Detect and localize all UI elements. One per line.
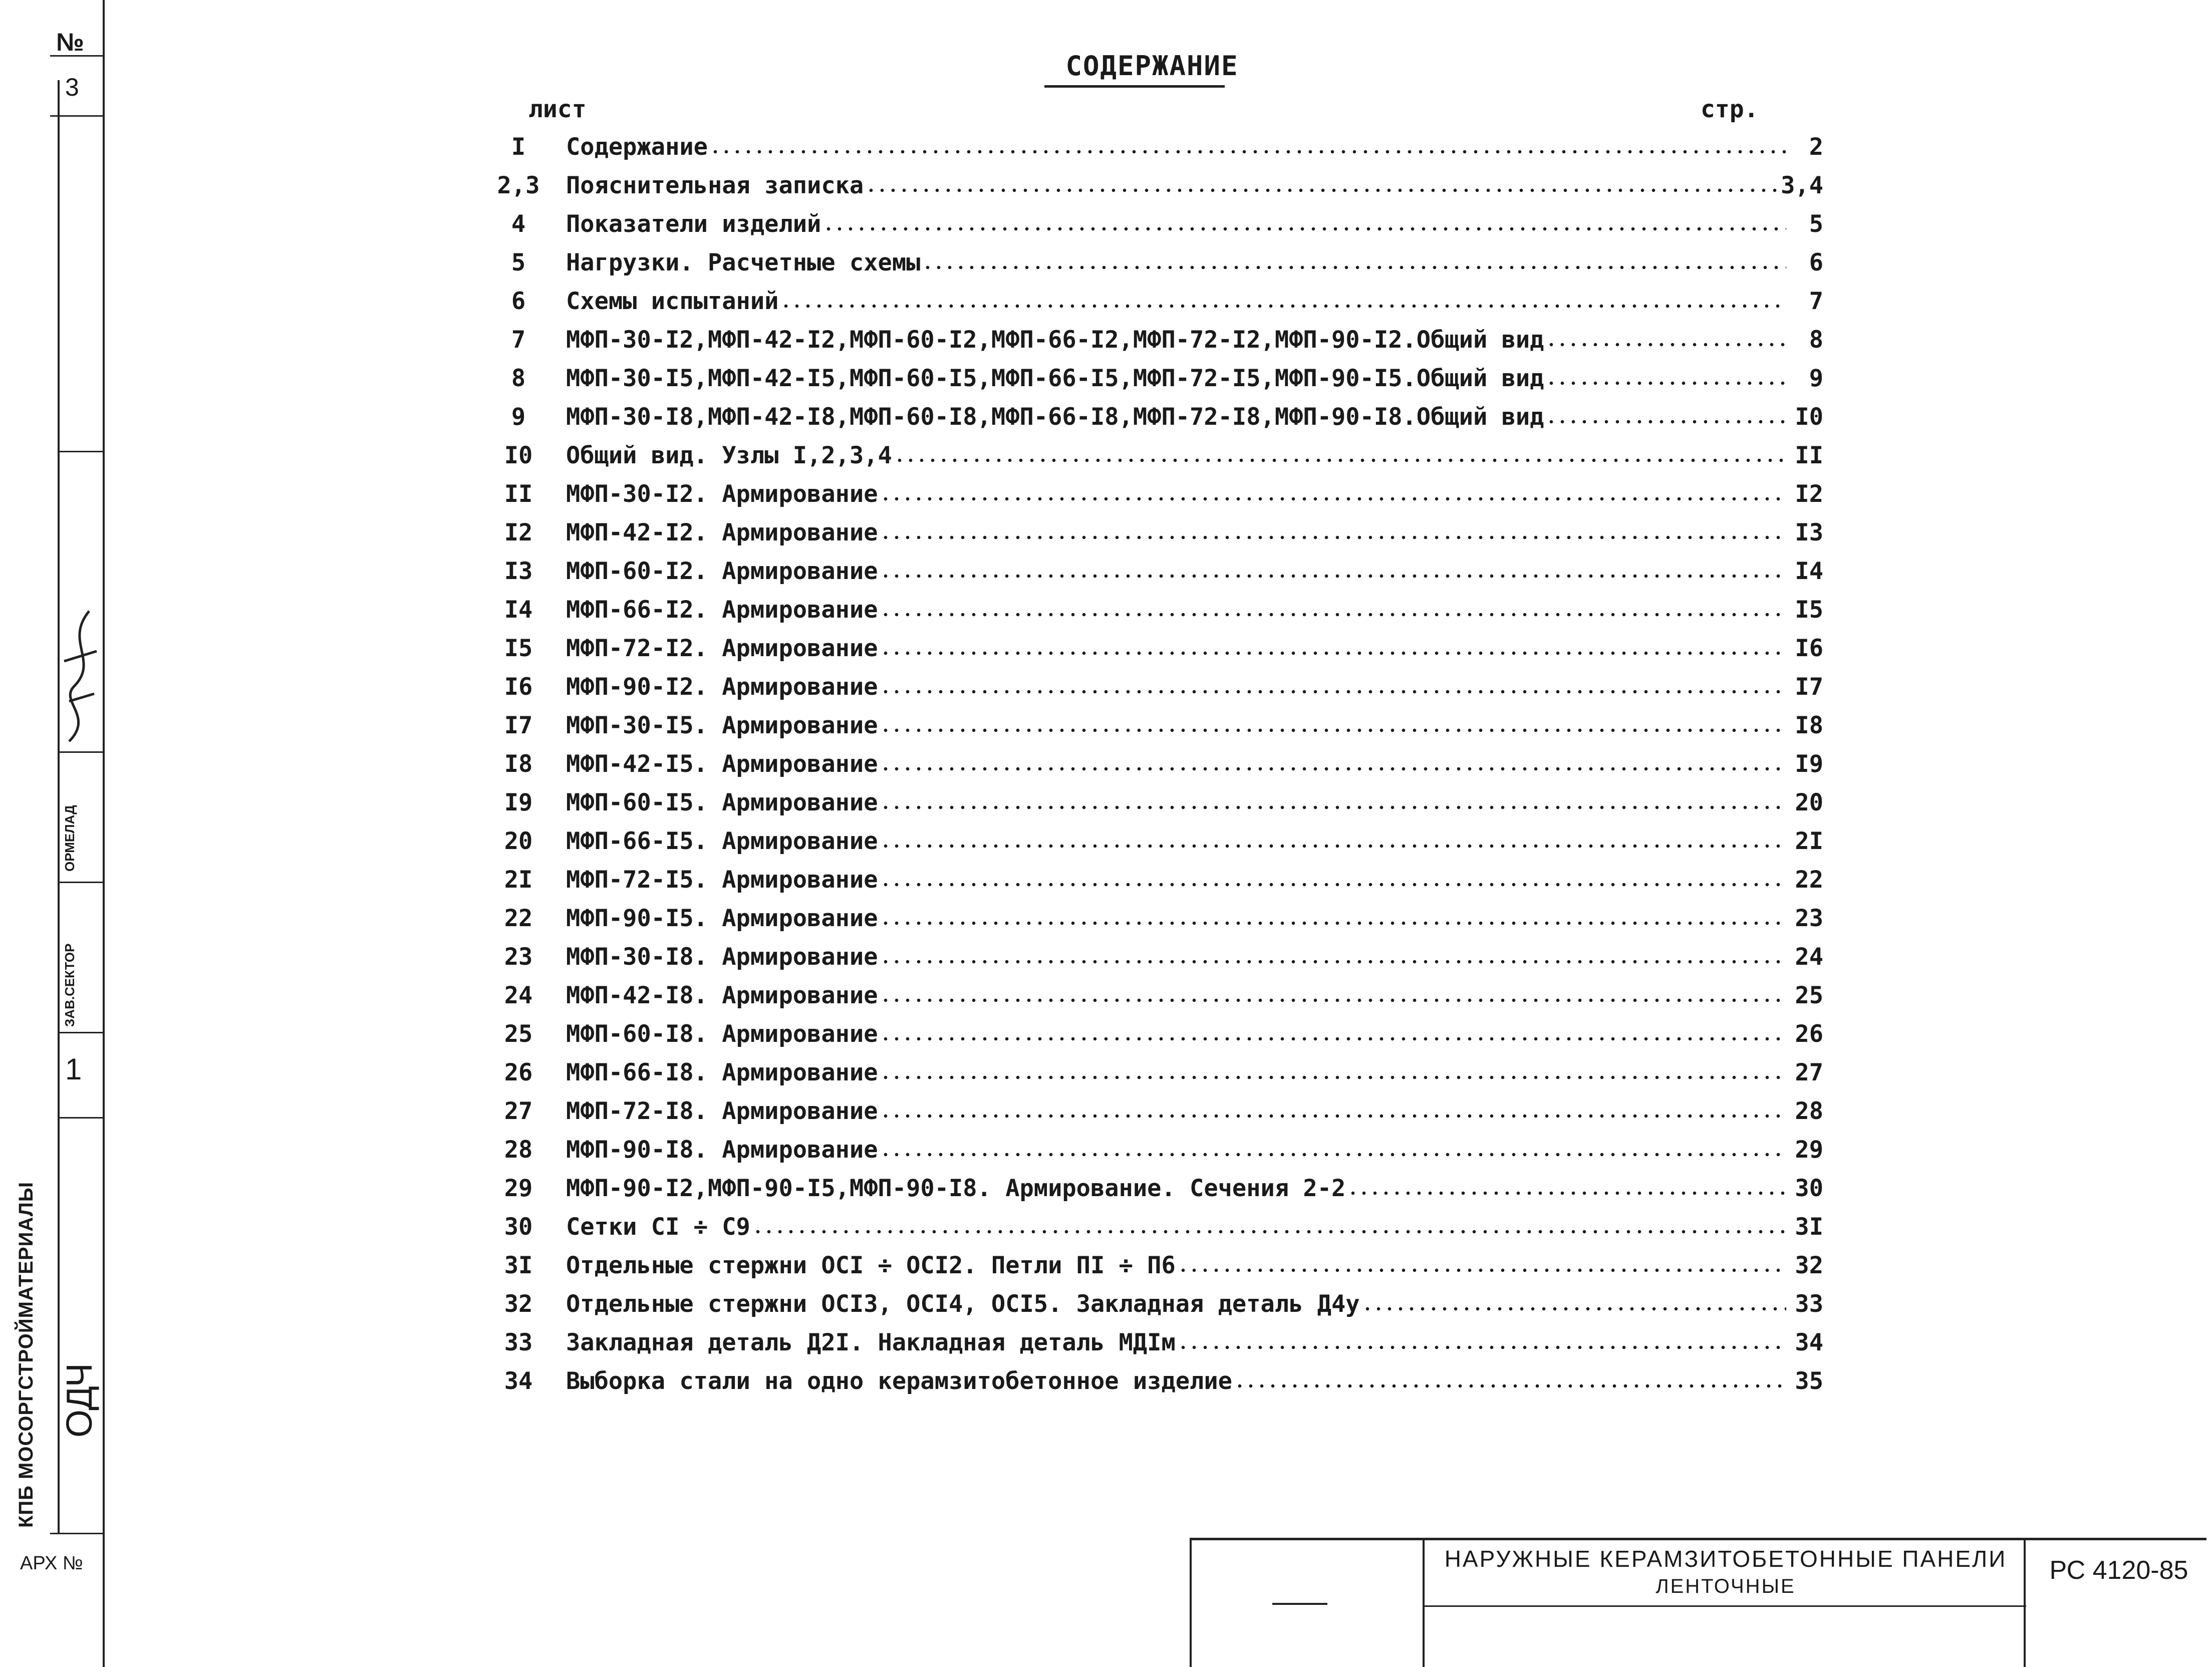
sheet-number: I2	[504, 519, 533, 546]
list-item	[481, 205, 1823, 243]
dot-leader	[1178, 1344, 1786, 1351]
page-number: 6	[1809, 249, 1823, 276]
list-item	[481, 1246, 1823, 1285]
entry-title: Нагрузки. Расчетные схемы	[566, 249, 921, 276]
page-number: I0	[1795, 403, 1823, 431]
list-item	[481, 475, 1823, 513]
entry-title: МФП-72-I2. Армирование	[566, 635, 878, 662]
entry-title: Пояснительная записка	[566, 172, 864, 199]
page-number: 25	[1795, 982, 1823, 1009]
entry-title: МФП-42-I5. Армирование	[566, 750, 878, 778]
entry-title: МФП-42-I2. Армирование	[566, 519, 878, 546]
dot-leader	[1546, 380, 1786, 387]
title-block-border	[2024, 1538, 2026, 1667]
page-number: 3,4	[1781, 172, 1823, 199]
list-item	[481, 899, 1823, 938]
page-number: I5	[1795, 596, 1823, 624]
page-number: 2I	[1795, 827, 1823, 855]
dot-leader	[752, 1228, 1786, 1235]
sheet-number: 33	[504, 1329, 533, 1356]
sheet-number: 29	[504, 1175, 533, 1202]
sheet-number: I4	[504, 596, 533, 624]
sheet-number: 5	[511, 249, 526, 276]
list-item	[481, 1362, 1823, 1401]
page-number: I4	[1795, 558, 1823, 585]
list-item	[481, 706, 1823, 745]
list-item	[481, 591, 1823, 629]
entry-title: МФП-66-I5. Армирование	[566, 827, 878, 855]
page-number: 23	[1795, 905, 1823, 932]
margin-divider	[50, 115, 104, 117]
column-header-page: стр.	[1701, 95, 1759, 123]
dot-leader	[880, 804, 1786, 811]
page-number: 5	[1809, 210, 1823, 238]
dot-leader	[866, 187, 1779, 194]
dot-leader	[1362, 1305, 1786, 1312]
list-item	[481, 243, 1823, 282]
page-number: 27	[1795, 1059, 1823, 1086]
margin-divider	[58, 1032, 104, 1033]
margin-dept: ОДЧ	[60, 1363, 100, 1438]
dot-leader	[880, 650, 1786, 657]
dot-leader	[880, 843, 1786, 850]
list-item	[481, 513, 1823, 552]
dot-leader	[823, 225, 1786, 232]
entry-title: МФП-30-I8. Армирование	[566, 943, 878, 971]
page-number: 33	[1795, 1290, 1823, 1318]
page-number: I2	[1795, 480, 1823, 508]
sheet-number: I5	[504, 635, 533, 662]
page-number: I3	[1795, 519, 1823, 546]
sheet-number: 8	[511, 365, 526, 392]
page-number: 26	[1795, 1020, 1823, 1048]
list-item	[481, 282, 1823, 321]
entry-title: МФП-30-I5. Армирование	[566, 712, 878, 739]
entry-title: МФП-72-I8. Армирование	[566, 1097, 878, 1125]
sheet-number: 27	[504, 1097, 533, 1125]
entry-title: МФП-90-I8. Армирование	[566, 1136, 878, 1164]
entry-title: МФП-60-I5. Армирование	[566, 789, 878, 816]
margin-archive-number: АРХ №	[20, 1553, 83, 1574]
sheet-number: 23	[504, 943, 533, 971]
entry-title: Выборка стали на одно керамзитобетонное изделие	[566, 1367, 1232, 1395]
page-number: II	[1795, 442, 1823, 469]
list-item	[481, 822, 1823, 861]
entry-title: МФП-30-I2,МФП-42-I2,МФП-60-I2,МФП-66-I2,МФП-72-I2,МФП-90-I2.Общий вид	[566, 326, 1544, 354]
page-number: 32	[1795, 1252, 1823, 1279]
entry-title: МФП-72-I5. Армирование	[566, 866, 878, 894]
margin-divider	[58, 882, 104, 883]
dot-leader	[780, 303, 1786, 310]
margin-number-value: 3	[65, 73, 79, 101]
dot-leader	[880, 688, 1786, 695]
entry-title: Сетки СI ÷ С9	[566, 1213, 750, 1241]
sheet-number: 7	[511, 326, 526, 354]
margin-divider	[50, 1533, 104, 1534]
sheet-number: 24	[504, 982, 533, 1009]
dot-leader	[880, 765, 1786, 772]
list-item	[481, 1285, 1823, 1323]
sheet-number: I0	[504, 442, 533, 469]
page-number: 24	[1795, 943, 1823, 971]
dot-leader	[880, 881, 1786, 888]
sheet-number: 9	[511, 403, 526, 431]
sheet-number: 2I	[504, 866, 533, 894]
title-block-border	[1190, 1538, 2206, 1540]
entry-title: МФП-90-I2,МФП-90-I5,МФП-90-I8. Армирование. Сечения 2-2	[566, 1175, 1346, 1202]
dot-leader	[880, 958, 1786, 965]
dot-leader	[880, 1074, 1786, 1081]
dot-leader	[880, 920, 1786, 927]
dot-leader	[710, 148, 1786, 155]
entry-title: МФП-30-I5,МФП-42-I5,МФП-60-I5,МФП-66-I5,МФП-72-I5,МФП-90-I5.Общий вид	[566, 365, 1544, 392]
page-number: 20	[1795, 789, 1823, 816]
margin-inner-line	[58, 80, 60, 1533]
list-item	[481, 1208, 1823, 1246]
page-number: 22	[1795, 866, 1823, 894]
sheet-number: 2,3	[497, 172, 540, 199]
dot-leader	[880, 495, 1786, 502]
list-item	[481, 128, 1823, 166]
dot-leader	[880, 727, 1786, 734]
sheet-number: 25	[504, 1020, 533, 1048]
margin-organization: КПБ МОСОРГСТРОЙМАТЕРИАЛЫ	[15, 1182, 37, 1528]
dot-leader	[880, 611, 1786, 618]
dot-leader	[1546, 418, 1786, 425]
entry-title: Отдельные стержни ОСI ÷ ОСI2. Петли ПI ÷ П6	[566, 1252, 1176, 1279]
product-title-line-2: ЛЕНТОЧНЫЕ	[1655, 1575, 1796, 1597]
sheet-number: 20	[504, 827, 533, 855]
title-block-border	[1190, 1538, 1192, 1667]
list-item	[481, 629, 1823, 668]
list-item	[481, 668, 1823, 706]
list-item	[481, 436, 1823, 475]
list-item	[481, 321, 1823, 359]
sheet-number: I8	[504, 750, 533, 778]
dot-leader	[922, 264, 1786, 271]
dot-leader	[880, 1151, 1786, 1158]
margin-role-2: ОРМЕЛАД	[62, 805, 77, 872]
sheet-number: 4	[511, 210, 526, 238]
dot-leader	[880, 1035, 1786, 1042]
sheet-number: II	[504, 480, 533, 508]
list-item	[481, 783, 1823, 822]
page-number: 30	[1795, 1175, 1823, 1202]
sheet-number: 32	[504, 1290, 533, 1318]
list-item	[481, 861, 1823, 899]
page-number: I7	[1795, 673, 1823, 701]
sheet-number: I6	[504, 673, 533, 701]
entry-title: Общий вид. Узлы I,2,3,4	[566, 442, 892, 469]
entry-title: МФП-66-I8. Армирование	[566, 1059, 878, 1086]
sheet-number: I	[511, 133, 526, 161]
entry-title: МФП-30-I8,МФП-42-I8,МФП-60-I8,МФП-66-I8,МФП-72-I8,МФП-90-I8.Общий вид	[566, 403, 1544, 431]
title-block-divider	[1423, 1605, 2026, 1607]
entry-title: Показатели изделий	[566, 210, 821, 238]
page-title: СОДЕРЖАНИЕ	[1065, 50, 1239, 82]
sheet-number: I3	[504, 558, 533, 585]
dot-leader	[1234, 1382, 1786, 1390]
page-number: 2	[1809, 133, 1823, 161]
margin-divider	[58, 451, 104, 452]
list-item	[481, 1015, 1823, 1053]
sheet-number: I7	[504, 712, 533, 739]
sheet-number: 30	[504, 1213, 533, 1241]
margin-border	[103, 0, 105, 1667]
sheet-number: 22	[504, 905, 533, 932]
entry-title: МФП-60-I2. Армирование	[566, 558, 878, 585]
page-number: 9	[1809, 365, 1823, 392]
page-number: 28	[1795, 1097, 1823, 1125]
product-title-line-1: НАРУЖНЫЕ КЕРАМЗИТОБЕТОННЫЕ ПАНЕЛИ	[1444, 1546, 2007, 1572]
entry-title: Закладная деталь Д2I. Накладная деталь МДIм	[566, 1329, 1176, 1356]
list-item	[481, 976, 1823, 1015]
sheet-number: I9	[504, 789, 533, 816]
list-item	[481, 398, 1823, 436]
list-item	[481, 1169, 1823, 1208]
page-number: 35	[1795, 1367, 1823, 1395]
contents-list	[481, 128, 1823, 1401]
document-code: РС 4120-85	[2049, 1556, 2188, 1585]
entry-title: МФП-90-I5. Армирование	[566, 905, 878, 932]
sheet-number: 26	[504, 1059, 533, 1086]
sheet-number: 3I	[504, 1252, 533, 1279]
title-block-border	[1423, 1538, 1425, 1667]
dot-leader	[1178, 1267, 1786, 1274]
list-item	[481, 1053, 1823, 1092]
page-number: 8	[1809, 326, 1823, 354]
column-header-sheet: лист	[528, 95, 587, 123]
dot-leader	[1546, 341, 1786, 348]
entry-title: МФП-90-I2. Армирование	[566, 673, 878, 701]
entry-title: Схемы испытаний	[566, 288, 779, 315]
margin-role-1: ЗАВ.СЕКТОР	[62, 943, 77, 1027]
list-item	[481, 166, 1823, 205]
entry-title: Содержание	[566, 133, 708, 161]
dot-leader	[894, 457, 1786, 464]
sheet-number: 28	[504, 1136, 533, 1164]
entry-title: Отдельные стержни ОСI3, ОСI4, ОСI5. Закладная деталь Д4у	[566, 1290, 1360, 1318]
page-number: 3I	[1795, 1213, 1823, 1241]
margin-mark: 1	[65, 1052, 82, 1086]
entry-title: МФП-60-I8. Армирование	[566, 1020, 878, 1048]
margin-divider	[58, 1117, 104, 1119]
sheet-number: 34	[504, 1367, 533, 1395]
list-item	[481, 359, 1823, 398]
page-number: 34	[1795, 1329, 1823, 1356]
page-number: 29	[1795, 1136, 1823, 1164]
list-item	[481, 938, 1823, 976]
sheet-number: 6	[511, 288, 526, 315]
signature-icon	[54, 601, 104, 751]
title-block-dash	[1272, 1603, 1327, 1605]
margin-number-label: №	[56, 28, 84, 56]
dot-leader	[880, 534, 1786, 541]
entry-title: МФП-66-I2. Армирование	[566, 596, 878, 624]
margin-divider	[58, 751, 104, 753]
title-underline	[1044, 85, 1225, 88]
entry-title: МФП-30-I2. Армирование	[566, 480, 878, 508]
entry-title: МФП-42-I8. Армирование	[566, 982, 878, 1009]
list-item	[481, 1323, 1823, 1362]
page-number: I9	[1795, 750, 1823, 778]
list-item	[481, 1092, 1823, 1131]
dot-leader	[880, 1113, 1786, 1120]
page-number: I6	[1795, 635, 1823, 662]
list-item	[481, 1131, 1823, 1169]
list-item	[481, 745, 1823, 783]
page-number: 7	[1809, 288, 1823, 315]
page-number: I8	[1795, 712, 1823, 739]
list-item	[481, 552, 1823, 591]
dot-leader	[880, 997, 1786, 1004]
dot-leader	[880, 573, 1786, 580]
dot-leader	[1347, 1190, 1786, 1197]
